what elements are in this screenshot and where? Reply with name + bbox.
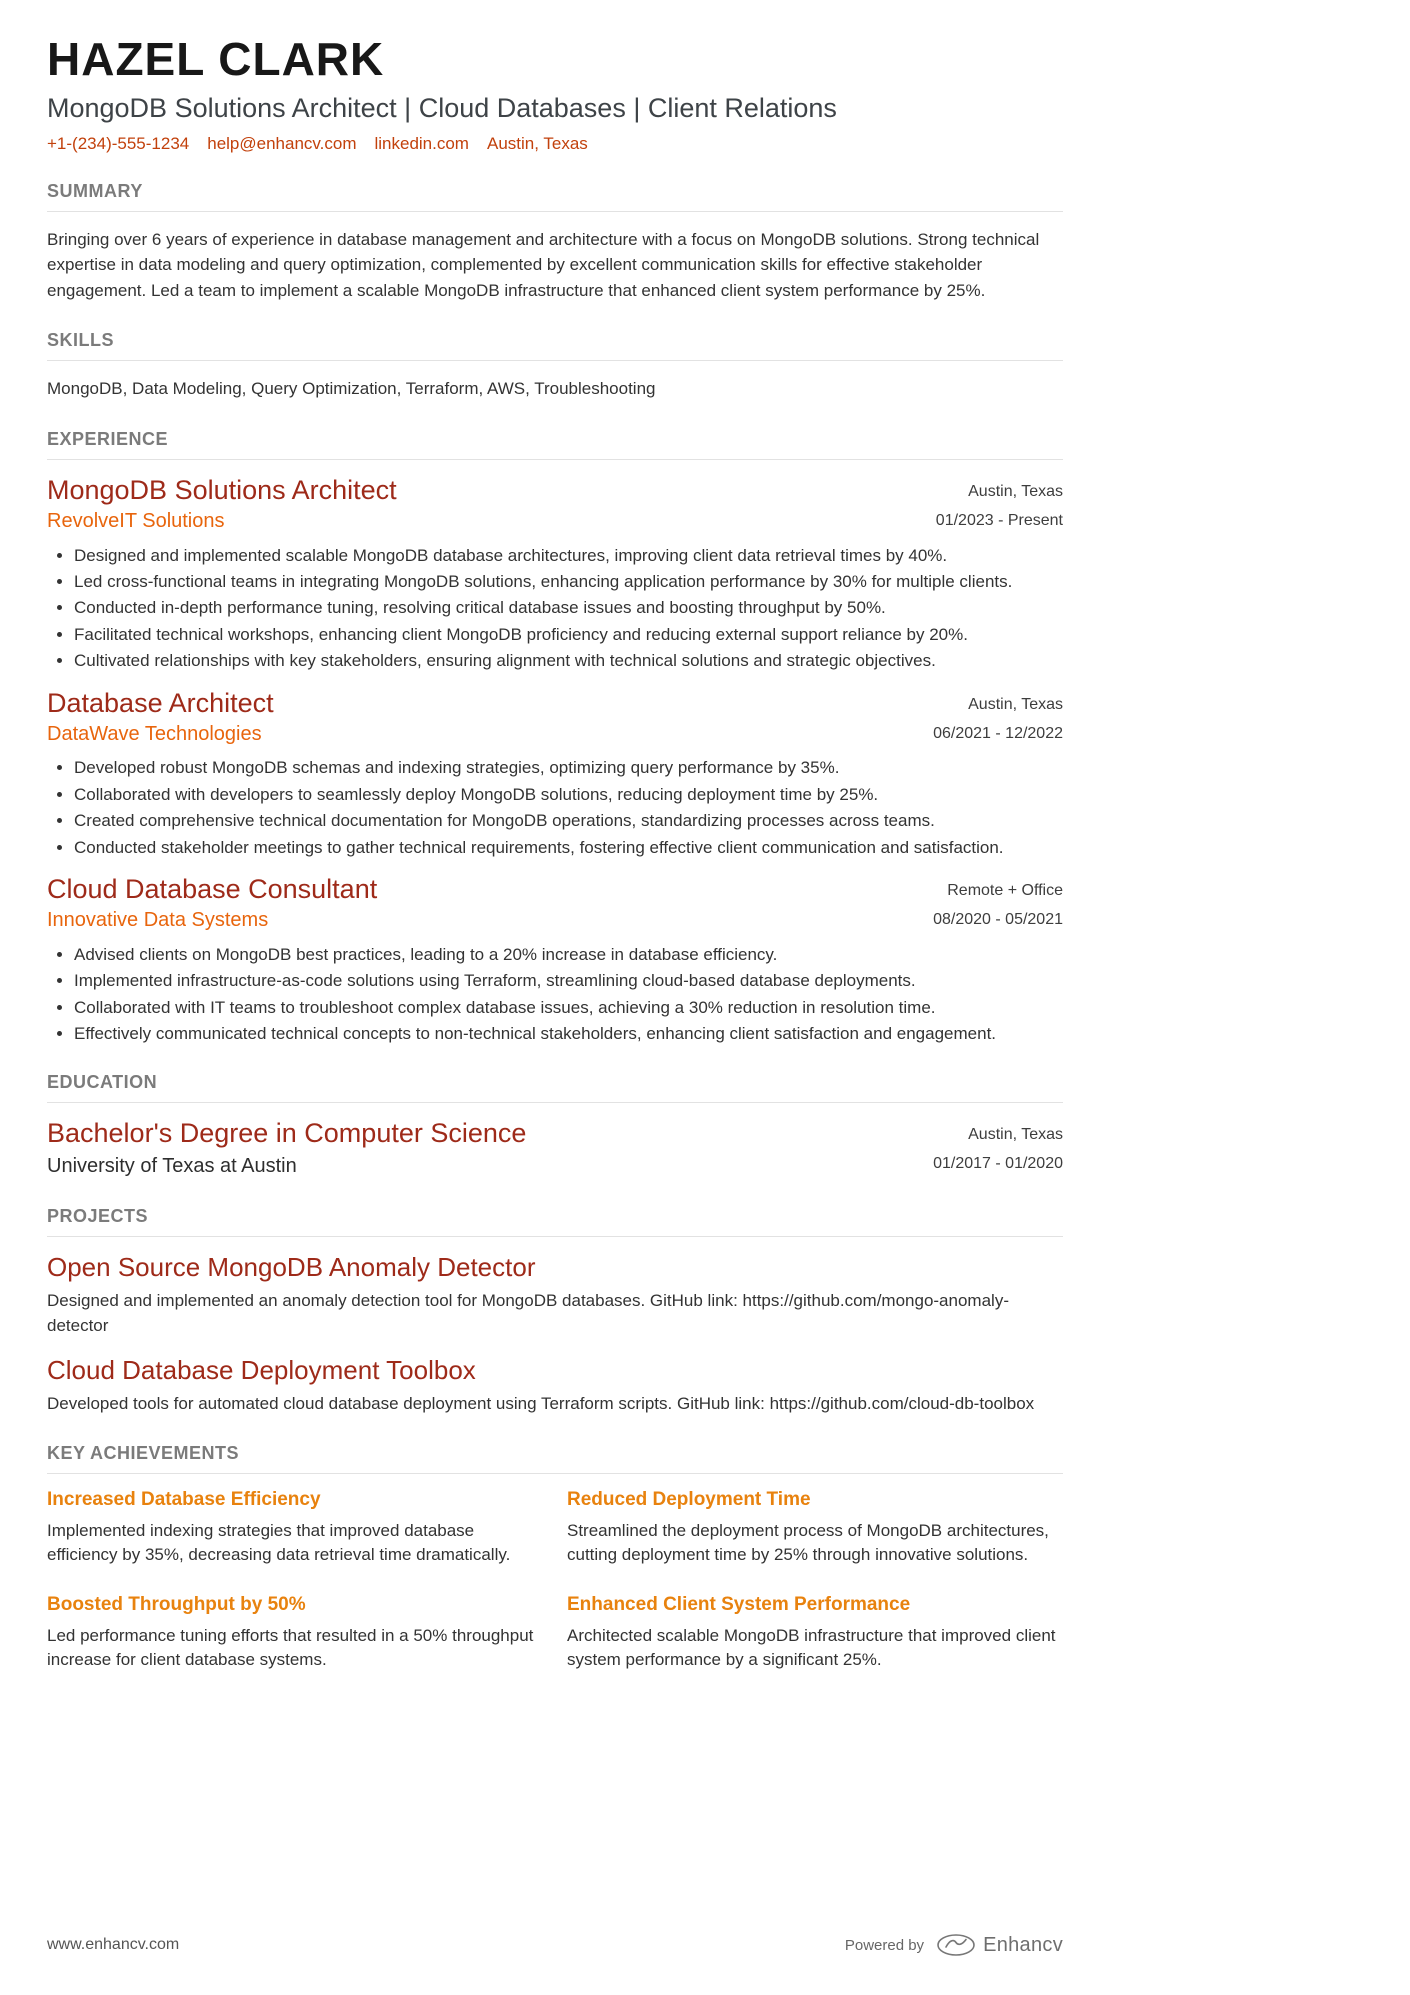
projects-heading: PROJECTS <box>47 1206 1063 1237</box>
footer-website-link[interactable]: www.enhancv.com <box>47 1936 180 1953</box>
project-title: Open Source MongoDB Anomaly Detector <box>47 1252 536 1283</box>
education-degree: Bachelor's Degree in Computer Science <box>47 1118 527 1149</box>
enhancv-logo-icon <box>936 1933 976 1957</box>
achievement-item <box>567 1489 1067 1567</box>
contact-linkedin-link[interactable]: linkedin.com <box>374 133 469 153</box>
bullet-item: • Advised clients on MongoDB best practices, leading to a 20% increase in database efficiency. <box>74 944 1063 966</box>
page-footer <box>47 1933 1063 1957</box>
experience-entry <box>47 688 1063 859</box>
section-skills <box>47 330 1063 402</box>
section-education <box>47 1072 1063 1179</box>
job-header <box>47 874 1063 935</box>
section-summary <box>47 181 1063 304</box>
achievement-title: Boosted Throughput by 50% <box>47 1593 306 1615</box>
achievements-heading: KEY ACHIEVEMENTS <box>47 1443 1063 1474</box>
education-heading: EDUCATION <box>47 1072 1063 1103</box>
education-school: University of Texas at Austin <box>47 1154 297 1177</box>
powered-by-block <box>845 1933 1063 1957</box>
company-name: RevolveIT Solutions <box>47 510 225 533</box>
bullet-item: • Designed and implemented scalable MongoDB database architectures, improving client data retrieval times by 40%. <box>74 545 1063 567</box>
achievement-item <box>47 1594 547 1672</box>
achievement-text: Implemented indexing strategies that improved database efficiency by 35%, decreasing data retrieval time dramatically. <box>47 1521 511 1565</box>
contact-phone: +1-(234)-555-1234 <box>47 133 190 153</box>
bullet-item: • Cultivated relationships with key stakeholders, ensuring alignment with technical solutions and strategic objectives. <box>74 650 1063 672</box>
achievement-text: Streamlined the deployment process of MongoDB architectures, cutting deployment time by 25% through innovative solutions. <box>567 1521 1049 1565</box>
powered-by-label: Powered by <box>844 1936 925 1954</box>
achievement-title: Enhanced Client System Performance <box>567 1593 911 1615</box>
achievement-title: Increased Database Efficiency <box>47 1489 321 1511</box>
job-title: Cloud Database Consultant <box>47 874 378 905</box>
enhancv-brand-name: Enhancv <box>983 1933 1063 1956</box>
job-dates: 08/2020 - 05/2021 <box>933 910 1063 928</box>
job-title: MongoDB Solutions Architect <box>47 474 397 505</box>
achievement-item <box>567 1594 1067 1672</box>
company-name: Innovative Data Systems <box>47 909 269 932</box>
job-header <box>47 475 1063 536</box>
bullet-item: • Collaborated with IT teams to troubleshoot complex database issues, achieving a 30% reduction in resolution time. <box>74 997 1063 1019</box>
experience-entry <box>47 475 1063 673</box>
candidate-headline: MongoDB Solutions Architect | Cloud Databases | Client Relations <box>47 92 837 123</box>
project-title: Cloud Database Deployment Toolbox <box>47 1354 476 1385</box>
bullet-item: • Created comprehensive technical documentation for MongoDB operations, standardizing processes across teams. <box>74 810 1063 832</box>
project-entry <box>47 1355 1063 1417</box>
job-location: Remote + Office <box>947 882 1063 900</box>
job-bullet-list <box>74 757 1063 859</box>
section-experience <box>47 429 1063 1045</box>
section-projects <box>47 1206 1063 1416</box>
job-bullet-list <box>74 944 1063 1046</box>
contact-email-link[interactable]: help@enhancv.com <box>207 133 357 153</box>
candidate-name: HAZEL CLARK <box>47 33 385 85</box>
job-header <box>47 688 1063 749</box>
resume-content <box>47 34 1063 1672</box>
skills-heading: SKILLS <box>47 330 1063 361</box>
skills-text: MongoDB, Data Modeling, Query Optimization, Terraform, AWS, Troubleshooting <box>47 379 656 399</box>
bullet-item: • Implemented infrastructure-as-code solutions using Terraform, streamlining cloud-based database deployments. <box>74 970 1063 992</box>
contact-location: Austin, Texas <box>486 133 588 153</box>
job-bullet-list <box>74 545 1063 673</box>
education-entry <box>47 1118 1063 1179</box>
achievement-item <box>47 1489 547 1567</box>
enhancv-brand-link[interactable] <box>936 1933 1063 1957</box>
bullet-item: • Conducted in-depth performance tuning, resolving critical database issues and boosting throughput by 50%. <box>74 597 1063 619</box>
achievement-title: Reduced Deployment Time <box>567 1489 811 1511</box>
achievements-grid <box>47 1489 1063 1672</box>
section-achievements <box>47 1443 1063 1672</box>
job-location: Austin, Texas <box>968 695 1063 713</box>
achievement-text: Led performance tuning efforts that resulted in a 50% throughput increase for client database systems. <box>47 1625 534 1669</box>
bullet-item: • Developed robust MongoDB schemas and indexing strategies, optimizing query performance by 35%. <box>74 757 1063 779</box>
summary-text: Bringing over 6 years of experience in database management and architecture with a focus on MongoDB solutions. Strong technical expertise in data modeling and query optimization, complemented by excellent communication skills for effective stakeholder engagement. Led a team to implement a scalable MongoDB infrastructure that enhanced client system performance by 25%. <box>47 229 1040 300</box>
achievement-text: Architected scalable MongoDB infrastructure that improved client system performance by a significant 25%. <box>567 1625 1056 1669</box>
experience-heading: EXPERIENCE <box>47 429 1063 460</box>
bullet-item: • Conducted stakeholder meetings to gather technical requirements, fostering effective client communication and satisfaction. <box>74 837 1063 859</box>
bullet-item: • Led cross-functional teams in integrating MongoDB solutions, enhancing application performance by 30% for multiple clients. <box>74 571 1063 593</box>
summary-heading: SUMMARY <box>47 181 1063 212</box>
education-location: Austin, Texas <box>968 1126 1063 1144</box>
education-dates: 01/2017 - 01/2020 <box>933 1155 1063 1173</box>
company-name: DataWave Technologies <box>47 722 262 745</box>
bullet-item: • Collaborated with developers to seamlessly deploy MongoDB solutions, reducing deployment time by 25%. <box>74 784 1063 806</box>
project-description: Developed tools for automated cloud database deployment using Terraform scripts. GitHub link: https://github.com/cloud-db-toolbox <box>47 1393 1035 1413</box>
contact-row <box>47 134 1063 154</box>
experience-entry <box>47 874 1063 1045</box>
job-dates: 01/2023 - Present <box>935 511 1063 529</box>
bullet-item: • Facilitated technical workshops, enhancing client MongoDB proficiency and reducing external support reliance by 20%. <box>74 624 1063 646</box>
job-dates: 06/2021 - 12/2022 <box>933 724 1063 742</box>
job-location: Austin, Texas <box>968 482 1063 500</box>
bullet-item: • Effectively communicated technical concepts to non-technical stakeholders, enhancing client satisfaction and engagement. <box>74 1023 1063 1045</box>
job-title: Database Architect <box>47 687 274 718</box>
project-entry <box>47 1252 1063 1338</box>
project-description: Designed and implemented an anomaly detection tool for MongoDB databases. GitHub link: https://github.com/mongo-anomaly-detector <box>47 1291 1009 1335</box>
